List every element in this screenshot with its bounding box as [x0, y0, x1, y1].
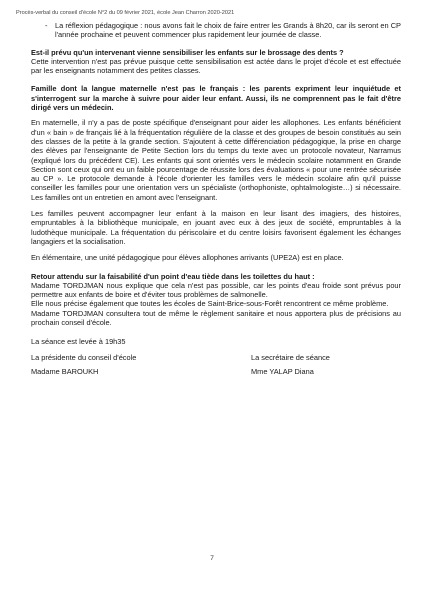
document-body: [31, 21, 401, 376]
closing-line: La séance est levée à 19h35: [31, 337, 126, 347]
answer-paragraph: Les familles peuvent accompagner leur enfant à la maison en leur lisant des imagiers, des histoires, empruntables à la bibliothèque municipale, en jouant avec eux à des jeux de société, empruntables à la ludothèque municipale. La fréquentation du périscolaire et du centre loisirs favorisent également les échanges langagiers et la socialisation.: [31, 209, 401, 246]
answer-paragraph: Cette intervention n'est pas prévue puisque cette sensibilisation est actée dans le projet d'école et est effectuée par les enseignants notamment des petites classes.: [31, 56, 401, 76]
signature-roles: [31, 353, 401, 362]
bullet-item: [45, 21, 401, 40]
secretary-role: La secrétaire de séance: [251, 352, 330, 362]
president-role: La présidente du conseil d'école: [31, 352, 137, 362]
page-header: Procès-verbal du conseil d'école N°2 du 09 février 2021, école Jean Charron 2020-2021: [16, 10, 235, 16]
page-number: 7: [210, 555, 214, 562]
answer-paragraph: Madame TORDJMAN consultera tout de même le règlement sanitaire et nous apportera plus de précisions au prochain conseil d'école.: [31, 308, 401, 328]
question-heading: Retour attendu sur la faisabilité d'un point d'eau tiède dans les toilettes du haut :: [31, 271, 315, 281]
secretary-name: Mme YALAP Diana: [251, 366, 314, 376]
signature-names: [31, 367, 401, 376]
bullet-text: La réflexion pédagogique : nous avons fait le choix de faire entrer les Grands à 8h20, car ils seront en CP l'année prochaine et peuvent commencer plus rapidement leur journée de classe.: [55, 21, 401, 40]
answer-paragraph: En maternelle, il n'y a pas de poste spécifique d'enseignant pour aider les allophones. Les enfants bénéficient d'un « bain » de français lié à la fréquentation régulière de la classe et des groupes de besoin constitués au sein des classes de la petite à la grande section. S'ajoutent à cette différenciation pédagogique, la prise en charge des élèves par l'enseignante de Petite Section lors du temps du texte avec un protocole novateur, Narramus (expliqué lors du précédent CE). Les enfants qui sont orientés vers le médecin scolaire notamment en Grande Section sont ceux qui ont eu un faible pourcentage de réussite lors des évaluations « pour une rentrée sécurisée au CP ». Le protocole demande à l'école d'orienter les familles vers le médecin scolaire afin qu'il puisse conseiller les familles pour une orientation vers un spécialiste (orthophoniste, ophtalmologiste…) si nécessaire. Les familles ont un entretien en amont avec l'enseignant.: [31, 118, 401, 202]
answer-paragraph: En élémentaire, une unité pédagogique pour élèves allophones arrivants (UPE2A) est en place.: [31, 253, 344, 263]
question-heading: Famille dont la langue maternelle n'est pas le français : les parents expriment leur inquiétude et s'interrogent sur la marche à suivre pour aider leur enfant. Aussi, ils ne comprennent pas le fait d'être dirigé vers un médecin.: [31, 84, 401, 113]
answer-paragraph: Elle nous précise également que toutes les écoles de Saint-Brice-sous-Forêt rencontrent ce même problème.: [31, 299, 389, 309]
bullet-dash: -: [45, 21, 48, 30]
question-heading: Est-il prévu qu'un intervenant vienne sensibiliser les enfants sur le brossage des dents ?: [31, 47, 344, 57]
answer-paragraph: Madame TORDJMAN nous explique que cela n'est pas possible, car les points d'eau froide sont prévus pour permettre aux enfants de boire et d'éviter tous problèmes de salmonelle.: [31, 280, 401, 300]
president-name: Madame BAROUKH: [31, 366, 99, 376]
